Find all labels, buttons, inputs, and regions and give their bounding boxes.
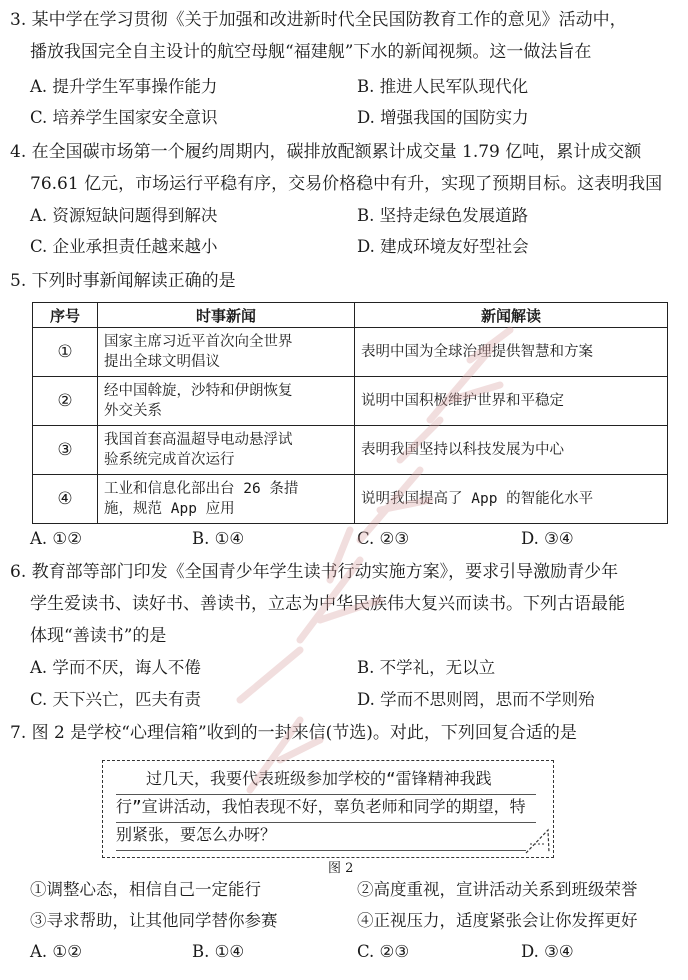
q5-stem: 5. 下列时事新闻解读正确的是 <box>10 271 236 291</box>
row-news-line1: 经中国斡旋，沙特和伊朗恢复 <box>104 383 293 399</box>
q7-option-c: C. ②③ <box>357 942 410 961</box>
q7-stem: 7. 图 2 是学校“心理信箱”收到的一封来信(节选)。对此，下列回复合适的是 <box>10 723 577 743</box>
table-header-news: 时事新闻 <box>98 303 355 328</box>
row-interpretation: 表明我国坚持以科技发展为中心 <box>355 426 668 475</box>
q7-option-a: A. ①② <box>30 942 82 961</box>
letter-line2: 行”宣讲活动，我怕表现不好，辜负老师和同学的期望，特 <box>116 797 526 816</box>
row-news-line1: 国家主席习近平首次向全世界 <box>104 334 293 350</box>
q6-stem-line1: 6. 教育部等部门印发《全国青少年学生读书行动实施方案》，要求引导激励青少年 <box>10 562 619 582</box>
q5-option-b: B. ①④ <box>192 529 245 548</box>
row-news-line2: 验系统完成首次运行 <box>104 452 235 468</box>
q5-option-d: D. ③④ <box>521 529 574 548</box>
q4-option-a: A. 资源短缺问题得到解决 <box>30 206 218 225</box>
q3-option-a: A. 提升学生军事操作能力 <box>30 77 218 96</box>
q4-stem-line2: 76.61 亿元，市场运行平稳有序，交易价格稳中有升，实现了预期目标。这表明我国 <box>30 174 663 194</box>
letter-line3: 别紧张，要怎么办呀？ <box>116 825 277 844</box>
q7-option-b: B. ①④ <box>192 942 245 961</box>
q6-stem-line3: 体现“善读书”的是 <box>30 626 167 646</box>
q7-option-d: D. ③④ <box>521 942 574 961</box>
table-row <box>33 426 668 475</box>
row-news <box>98 377 355 426</box>
table-header-row <box>33 303 668 328</box>
q3-option-d: D. 增强我国的国防实力 <box>357 108 529 127</box>
page-fold-icon <box>524 826 550 854</box>
q7-statement-3: ③寻求帮助，让其他同学替你参赛 <box>30 911 278 930</box>
q3-option-c: C. 培养学生国家安全意识 <box>30 108 218 127</box>
row-news-line2: 提出全球文明倡议 <box>104 354 220 370</box>
letter-rule <box>116 850 526 851</box>
q4-stem-line1: 4. 在全国碳市场第一个履约周期内，碳排放配额累计成交量 1.79 亿吨，累计成交额 <box>10 142 642 162</box>
q7-statement-2: ②高度重视，宣讲活动关系到班级荣誉 <box>357 880 638 899</box>
row-interpretation: 表明中国为全球治理提供智慧和方案 <box>355 328 668 377</box>
letter-line1: 过几天，我要代表班级参加学校的“雷锋精神我践 <box>146 769 492 788</box>
q7-statement-4: ④正视压力，适度紧张会让你发挥更好 <box>357 911 638 930</box>
q5-option-a: A. ①② <box>30 529 82 548</box>
q6-option-d: D. 学而不思则罔，思而不学则殆 <box>357 690 595 709</box>
row-news <box>98 426 355 475</box>
q6-option-a: A. 学而不厌，诲人不倦 <box>30 658 201 677</box>
q4-option-d: D. 建成环境友好型社会 <box>357 237 529 256</box>
row-news-line1: 工业和信息化部出台 26 条措 <box>104 481 299 497</box>
table-header-number: 序号 <box>33 303 98 328</box>
q3-option-b: B. 推进人民军队现代化 <box>357 77 529 96</box>
figure-caption: 图 2 <box>328 861 354 876</box>
row-news-line2: 施，规范 App 应用 <box>104 501 235 517</box>
row-news-line2: 外交关系 <box>104 403 162 419</box>
q3-stem-line1: 3. 某中学在学习贯彻《关于加强和改进新时代全民国防教育工作的意见》活动中， <box>10 10 627 30</box>
table-row <box>33 377 668 426</box>
q4-option-b: B. 坚持走绿色发展道路 <box>357 206 529 225</box>
q6-option-b: B. 不学礼，无以立 <box>357 658 496 677</box>
q6-stem-line2: 学生爱读书、读好书、善读书，立志为中华民族伟大复兴而读书。下列古语最能 <box>30 594 625 614</box>
row-news <box>98 328 355 377</box>
row-interpretation: 说明我国提高了 App 的智能化水平 <box>355 475 668 524</box>
row-number: ① <box>33 328 98 377</box>
q6-option-c: C. 天下兴亡，匹夫有责 <box>30 690 202 709</box>
table-row <box>33 475 668 524</box>
row-number: ② <box>33 377 98 426</box>
row-number: ③ <box>33 426 98 475</box>
q3-stem-line2: 播放我国完全自主设计的航空母舰“福建舰”下水的新闻视频。这一做法旨在 <box>30 42 592 62</box>
row-interpretation: 说明中国积极维护世界和平稳定 <box>355 377 668 426</box>
row-number: ④ <box>33 475 98 524</box>
q7-statement-1: ①调整心态，相信自己一定能行 <box>30 880 261 899</box>
row-news-line1: 我国首套高温超导电动悬浮试 <box>104 432 293 448</box>
table-header-interpretation: 新闻解读 <box>355 303 668 328</box>
q5-option-c: C. ②③ <box>357 529 410 548</box>
row-news <box>98 475 355 524</box>
q4-option-c: C. 企业承担责任越来越小 <box>30 237 218 256</box>
news-table <box>32 302 668 524</box>
table-row <box>33 328 668 377</box>
